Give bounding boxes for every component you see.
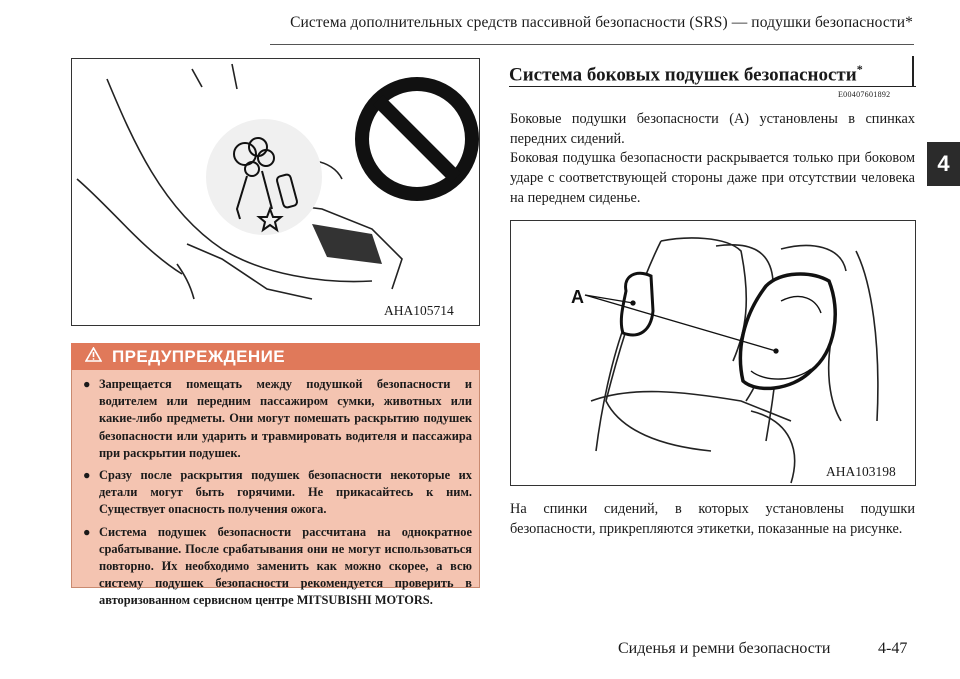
page-number: 4-47 [878, 640, 908, 657]
prohibition-icon [362, 84, 472, 194]
warning-title: ПРЕДУПРЕЖДЕНИЕ [112, 346, 285, 366]
figure-code: AHA105714 [384, 303, 454, 318]
figure-side-airbags [510, 220, 916, 486]
paragraph: Боковая подушка безопасности раскрывается только при боковом ударе с соответствующей стороны даже при отсутствии человека на переднем сиденье. [510, 150, 915, 206]
section-title: Система боковых подушек безопасности* [509, 62, 916, 87]
seats-illustration [511, 221, 915, 485]
paragraph: Боковые подушки безопасности (A) установлены в спинках передних сидений. [510, 111, 915, 147]
seat-airbag-rear [621, 273, 653, 335]
chapter-tab[interactable]: 4 [927, 142, 960, 186]
warning-list [80, 376, 472, 615]
warning-item: ● Система подушек безопасности рассчитана на однократное срабатывание. После срабатывания они не могут использоваться повторно. Их необходимо заменить как можно скорее, а всю систему подушек безопасности рекомендуется проверить в авторизованном сервисном центре MITSUBISHI MOTORS. [83, 524, 472, 608]
seat-airbag-front [740, 274, 835, 388]
warning-item: ● Запрещается помещать между подушкой безопасности и водителем или передним пассажиром сумки, животных или какие-либо предметы. Они могут помешать раскрытию подушек безопасности или ударить и травмировать водителя и пассажира при раскрытии подушек. [83, 377, 472, 460]
warning-heading [71, 343, 480, 370]
section-title-rule [912, 56, 914, 86]
footer-section-name: Сиденья и ремни безопасности [618, 640, 831, 657]
callout-label: A [571, 287, 584, 307]
ignition-panel [312, 224, 382, 264]
running-header: Система дополнительных средств пассивной безопасности (SRS) — подушки безопасности* [290, 14, 913, 31]
warning-item: ● Сразу после раскрытия подушек безопасности некоторые их детали могут быть горячими. Не прикасайтесь к ним. Существует опасность получения ожога. [83, 468, 472, 517]
paragraph: На спинки сидений, в которых установлены подушки безопасности, прикрепляются этикетки, показанные на рисунке. [510, 501, 915, 537]
warning-triangle-icon [85, 347, 102, 367]
keys-illustration [72, 59, 479, 325]
figure-keys-prohibited [71, 58, 480, 326]
header-rule [270, 44, 914, 45]
document-code: E00407601892 [838, 90, 891, 99]
figure-code: AHA103198 [826, 464, 896, 479]
